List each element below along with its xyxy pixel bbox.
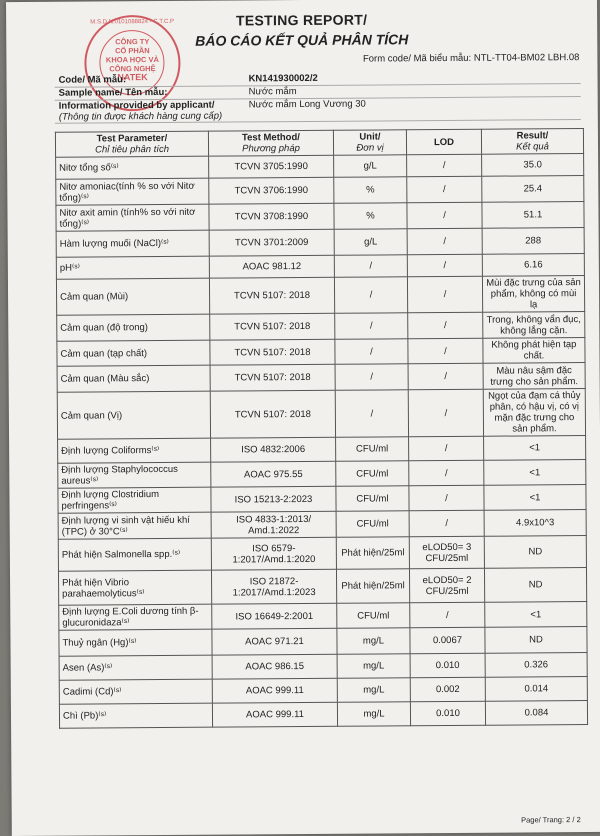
method-cell: TCVN 3705:1990: [209, 155, 334, 178]
col-result: Result/ Kết quả: [481, 129, 583, 155]
table-row: [57, 389, 585, 440]
report-title-vi: BÁO CÁO KẾT QUẢ PHÂN TÍCH: [195, 31, 409, 49]
method-cell: TCVN 5107: 2018: [210, 390, 335, 438]
result-cell: 6.16: [482, 254, 584, 277]
col-lod: LOD: [406, 129, 481, 155]
unit-cell: CFU/ml: [337, 603, 410, 629]
lod-cell: /: [407, 228, 482, 255]
table-row: [58, 436, 586, 464]
lod-cell: /: [407, 154, 482, 177]
unit-cell: Phát hiện/25ml: [336, 537, 409, 570]
method-cell: AOAC 971.21: [212, 628, 337, 655]
lod-cell: eLOD50= 2 CFU/25ml: [409, 568, 484, 603]
info-value: Nước mắm Long Vương 30: [245, 97, 581, 122]
method-cell: AOAC 981.12: [209, 255, 334, 278]
unit-cell: mg/L: [337, 678, 410, 703]
info-label: Information provided by applicant/: [58, 99, 215, 112]
method-cell: AOAC 999.11: [212, 678, 337, 703]
param-cell: Định lượng vi sinh vật hiếu khí (TPC) ở 30°C⁽ˢ⁾: [58, 512, 211, 539]
unit-cell: /: [334, 277, 407, 314]
lod-cell: eLOD50= 3 CFU/25ml: [409, 536, 484, 569]
result-cell: Mùi đặc trưng của sản phẩm, không có mùi lạ: [482, 276, 584, 313]
unit-cell: CFU/ml: [336, 461, 409, 487]
result-cell: Trong, không vẩn đục, không lắng cặn.: [483, 312, 585, 339]
lod-cell: /: [408, 338, 483, 364]
table-row: [59, 602, 587, 631]
param-cell: Định lượng Clostridium perfringens⁽ˢ⁾: [58, 487, 211, 513]
param-cell: pH⁽ˢ⁾: [56, 256, 209, 279]
result-cell: 0.084: [485, 701, 587, 726]
result-cell: 35.0: [482, 154, 584, 177]
param-cell: Nitơ tổng số⁽ˢ⁾: [56, 156, 209, 179]
method-cell: TCVN 3706:1990: [209, 177, 334, 204]
result-cell: <1: [484, 460, 586, 486]
method-cell: TCVN 5107: 2018: [210, 364, 335, 391]
method-cell: TCVN 3701:2009: [209, 229, 334, 256]
method-cell: ISO 21872-1:2017/Amd.1:2023: [211, 569, 336, 604]
result-cell: <1: [485, 602, 587, 628]
unit-cell: CFU/ml: [336, 511, 409, 538]
result-cell: ND: [485, 627, 587, 654]
info-sublabel: (Thông tin được khách hàng cung cấp): [58, 110, 223, 123]
unit-cell: mg/L: [337, 702, 410, 727]
lod-cell: /: [410, 602, 485, 628]
lod-cell: /: [409, 510, 484, 537]
table-row: [57, 312, 585, 342]
lod-cell: /: [409, 436, 484, 461]
lod-cell: 0.010: [410, 701, 485, 726]
info-label: Code/ Mã mẫu:: [55, 73, 245, 87]
form-code: Form code/ Mã biểu mẫu: NTL-TT04-BM02 LBH.08: [362, 52, 580, 65]
page-number: Page/ Trang: 2 / 2: [521, 815, 581, 825]
result-cell: Không phát hiện tạp chất.: [483, 338, 585, 364]
method-cell: AOAC 986.15: [212, 654, 337, 679]
unit-cell: /: [335, 339, 408, 365]
lod-cell: /: [407, 276, 482, 313]
method-cell: ISO 4832:2006: [211, 437, 336, 462]
unit-cell: CFU/ml: [336, 437, 409, 462]
param-cell: Định lượng Coliforms⁽ˢ⁾: [58, 438, 211, 463]
report-page: [6, 0, 600, 836]
lod-cell: /: [409, 460, 484, 486]
table-row: [58, 568, 586, 606]
method-cell: TCVN 5107: 2018: [210, 313, 335, 340]
result-cell: 288: [482, 228, 584, 255]
unit-cell: /: [335, 364, 408, 391]
result-cell: <1: [484, 485, 586, 511]
report-title-en: TESTING REPORT/: [235, 11, 368, 29]
lod-cell: /: [409, 485, 484, 511]
method-cell: TCVN 5107: 2018: [209, 277, 334, 314]
param-cell: Định lượng E.Coli dương tính β-glucuronidaza⁽ˢ⁾: [59, 604, 212, 630]
method-cell: TCVN 5107: 2018: [210, 339, 335, 365]
lod-cell: /: [408, 312, 483, 339]
info-row-applicant: [55, 97, 581, 124]
unit-cell: g/L: [334, 155, 407, 178]
param-cell: Định lượng Staphylococcus aureus⁽ˢ⁾: [58, 462, 211, 488]
param-cell: Cảm quan (Vị): [57, 391, 210, 439]
result-cell: <1: [484, 436, 586, 461]
param-cell: Cảm quan (Mùi): [56, 278, 209, 315]
result-cell: 0.326: [485, 653, 587, 678]
lod-cell: 0.0067: [410, 627, 485, 654]
table-row: [58, 510, 586, 540]
result-cell: 4.9x10^3: [484, 510, 586, 537]
method-cell: ISO 6579-1:2017/Amd.1:2020: [211, 537, 336, 570]
param-cell: Nitơ amoniac(tính % so với Nitơ tổng)⁽ˢ⁾: [56, 178, 209, 205]
unit-cell: CFU/ml: [336, 486, 409, 512]
table-row: [58, 536, 586, 572]
method-cell: ISO 4833-1:2013/ Amd.1:2022: [211, 511, 336, 538]
sample-info: [55, 71, 581, 124]
lod-cell: 0.002: [410, 677, 485, 702]
table-row: [59, 653, 587, 681]
unit-cell: /: [335, 313, 408, 340]
result-cell: 51.1: [482, 202, 584, 229]
result-cell: 0.014: [485, 677, 587, 702]
lod-cell: /: [407, 254, 482, 277]
info-value: Nước mắm: [245, 84, 581, 99]
info-label: Sample name/ Tên mẫu:: [55, 86, 245, 100]
method-cell: AOAC 975.55: [211, 461, 336, 487]
table-row: [59, 677, 587, 705]
unit-cell: %: [334, 177, 407, 204]
param-cell: Cảm quan (Màu sắc): [57, 365, 210, 392]
lod-cell: /: [407, 176, 482, 203]
table-header: [55, 129, 583, 158]
method-cell: TCVN 3708:1990: [209, 203, 334, 230]
info-value: KN141930002/2: [245, 71, 581, 86]
table-row: [58, 460, 586, 489]
method-cell: ISO 15213-2:2023: [211, 486, 336, 512]
unit-cell: /: [335, 390, 408, 438]
param-cell: Phát hiện Vibrio parahaemolyticus⁽ˢ⁾: [58, 570, 211, 605]
result-cell: ND: [484, 568, 586, 603]
param-cell: Asen (As)⁽ˢ⁾: [59, 655, 212, 680]
method-cell: ISO 16649-2:2001: [212, 603, 337, 629]
table-row: [58, 485, 586, 514]
param-cell: Phát hiện Salmonella spp.⁽ˢ⁾: [58, 538, 211, 571]
col-parameter: Test Parameter/ Chỉ tiêu phân tích: [55, 131, 208, 157]
unit-cell: %: [334, 203, 407, 230]
param-cell: Cảm quan (tạp chất): [57, 340, 210, 366]
seal-text: CÔNG TY CỔ PHẦN KHOA HỌC VÀ CÔNG NGHỆ NATEK: [105, 37, 159, 83]
param-cell: Cảm quan (độ trong): [57, 314, 210, 341]
param-cell: Hàm lượng muối (NaCl)⁽ˢ⁾: [56, 230, 209, 257]
table-row: [57, 338, 585, 367]
table-row: [59, 627, 587, 657]
results-table: [55, 128, 588, 729]
result-cell: ND: [484, 536, 586, 569]
unit-cell: g/L: [334, 229, 407, 256]
table-row: [56, 176, 584, 206]
table-row: [56, 228, 584, 258]
result-cell: 25.4: [482, 176, 584, 203]
result-cell: Ngọt của đạm cá thủy phân, có hậu vị, có vị mặn đặc trưng cho sản phẩm.: [483, 389, 585, 437]
unit-cell: mg/L: [337, 628, 410, 655]
result-cell: Màu nâu sậm đặc trưng cho sản phẩm.: [483, 363, 585, 390]
param-cell: Cadimi (Cd)⁽ˢ⁾: [59, 679, 212, 704]
lod-cell: 0.010: [410, 653, 485, 678]
table-row: [56, 276, 584, 316]
table-body: [56, 154, 588, 729]
col-method: Test Method/ Phương pháp: [208, 130, 333, 156]
unit-cell: mg/L: [337, 654, 410, 679]
table-row: [57, 363, 585, 393]
lod-cell: /: [408, 389, 483, 437]
param-cell: Nitơ axit amin (tính% so với nitơ tổng)⁽ˢ⁾: [56, 204, 209, 231]
seal-rim-text: M.S.D.N:0101088824 - C.T.C.P: [90, 18, 175, 26]
unit-cell: Phát hiện/25ml: [336, 569, 409, 604]
param-cell: Thuỷ ngân (Hg)⁽ˢ⁾: [59, 629, 212, 656]
table-row: [59, 701, 587, 729]
table-row: [56, 202, 584, 232]
lod-cell: /: [408, 363, 483, 390]
col-unit: Unit/ Đơn vị: [333, 130, 406, 156]
method-cell: AOAC 999.11: [212, 702, 337, 727]
param-cell: Chì (Pb)⁽ˢ⁾: [59, 703, 212, 728]
lod-cell: /: [407, 202, 482, 229]
unit-cell: /: [334, 255, 407, 278]
